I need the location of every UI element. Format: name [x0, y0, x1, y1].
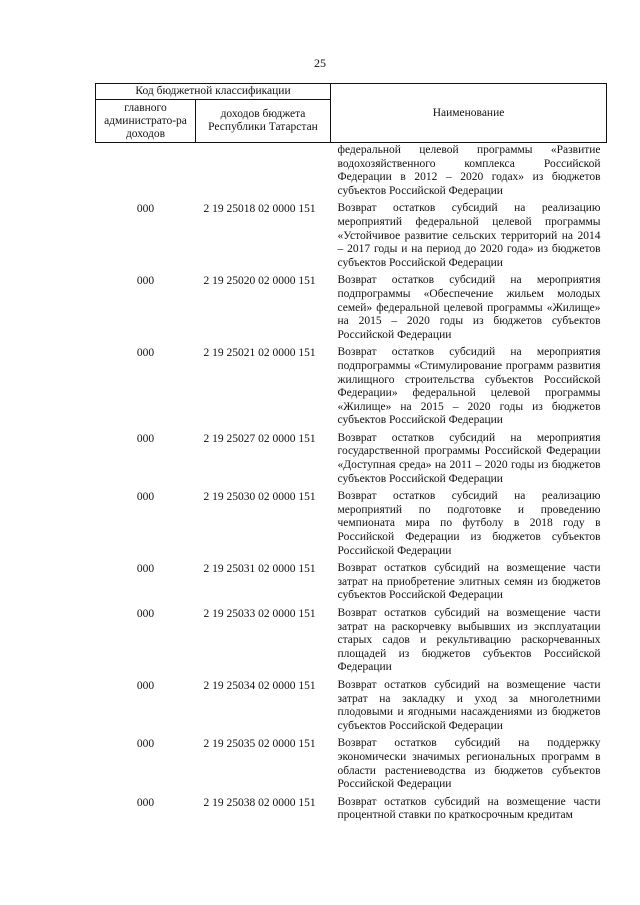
- admin-code: 000: [136, 796, 155, 809]
- income-name: Возврат остатков субсидий на реализацию мероприятий федеральной целевой программы «Устойчивое развитие сельских территорий на 2014 – 2017 годы и на период до 2020 года» из бюджетов субъектов Российской Федерации: [337, 202, 601, 269]
- header-income-code: доходов бюджета Республики Татарстан: [196, 100, 331, 143]
- table-row: [96, 678, 607, 736]
- income-name: Возврат остатков субсидий на возмещение части затрат на закладку и уход за многолетними плодовыми и ягодными насаждениями из бюджетов субъектов Российской Федерации: [337, 678, 601, 732]
- income-name: Возврат остатков субсидий на возмещение части затрат на приобретение элитных семян из бюджетов субъектов Российской Федерации: [337, 562, 601, 602]
- income-code: 2 19 25020 02 0000 151: [203, 275, 316, 288]
- admin-code: 000: [136, 738, 155, 751]
- budget-classification-table: [95, 83, 606, 826]
- income-name: Возврат остатков субсидий на возмещение части процентной ставки по краткосрочным кредитам: [337, 795, 601, 822]
- continuation-row: [96, 143, 607, 202]
- income-code: 2 19 25027 02 0000 151: [203, 432, 316, 445]
- admin-code: 000: [136, 563, 155, 576]
- table-row: [96, 489, 607, 561]
- admin-code: 000: [136, 432, 155, 445]
- income-code: 2 19 25035 02 0000 151: [203, 738, 316, 751]
- header-name: Наименование: [331, 84, 607, 143]
- income-name: Возврат остатков субсидий на реализацию мероприятий по подготовке и проведению чемпионата мира по футболу в 2018 году в Российской Федерации из бюджетов субъектов Российской Федерации: [337, 490, 601, 557]
- table-row: [96, 606, 607, 678]
- income-code: 2 19 25031 02 0000 151: [203, 563, 316, 576]
- income-code: 2 19 25033 02 0000 151: [203, 608, 316, 620]
- table-row: [96, 795, 607, 826]
- income-name: Возврат остатков субсидий на поддержку экономически значимых региональных программ в области растениеводства из бюджетов субъектов Российской Федерации: [337, 737, 601, 791]
- admin-code: 000: [136, 679, 155, 692]
- header-admin-code: главного администрато-ра доходов: [96, 100, 196, 143]
- income-name: Возврат остатков субсидий на мероприятия подпрограммы «Обеспечение жильем молодых семей» федеральной целевой программы «Жилище» на 2015 – 2020 годы из бюджетов субъектов Российской Федерации: [337, 274, 601, 341]
- table-row: [96, 273, 607, 345]
- income-code: 2 19 25018 02 0000 151: [203, 203, 316, 216]
- table-row: [96, 736, 607, 794]
- table-row: [96, 561, 607, 606]
- income-code: 2 19 25030 02 0000 151: [203, 491, 316, 504]
- income-code: 2 19 25034 02 0000 151: [203, 679, 316, 692]
- admin-code: 000: [136, 203, 155, 216]
- income-code: 2 19 25021 02 0000 151: [203, 347, 316, 360]
- admin-code: 000: [136, 275, 155, 288]
- income-code: 2 19 25038 02 0000 151: [203, 796, 316, 809]
- admin-code: 000: [136, 608, 155, 620]
- table-row: [96, 345, 607, 431]
- income-name: Возврат остатков субсидий на мероприятия государственной программы Российской Федерации «Доступная среда» на 2011 – 2020 годы из бюджетов субъектов Российской Федерации: [337, 431, 601, 485]
- income-name: Возврат остатков субсидий на мероприятия подпрограммы «Стимулирование программ развития жилищного строительства субъектов Российской Федерации» федеральной целевой программы «Жилище» на 2015 – 2020 годы из бюджетов субъектов Российской Федерации: [337, 346, 601, 427]
- page-number: 25: [314, 56, 326, 70]
- admin-code: 000: [136, 347, 155, 360]
- admin-code: 000: [136, 491, 155, 504]
- income-name: Возврат остатков субсидий на возмещение части затрат на раскорчевку выбывших из эксплуатации старых садов и рекультивацию раскорчеванных площадей из бюджетов субъектов Российской Федерации: [337, 607, 601, 674]
- table-body: [96, 143, 607, 826]
- continuation-text: федеральной целевой программы «Развитие водохозяйственного комплекса Российской Федерации в 2012 – 2020 годах» из бюджетов субъектов Российской Федерации: [337, 144, 601, 197]
- header-classification-code: Код бюджетной классификации: [96, 84, 331, 100]
- table-row: [96, 431, 607, 489]
- table-row: [96, 201, 607, 273]
